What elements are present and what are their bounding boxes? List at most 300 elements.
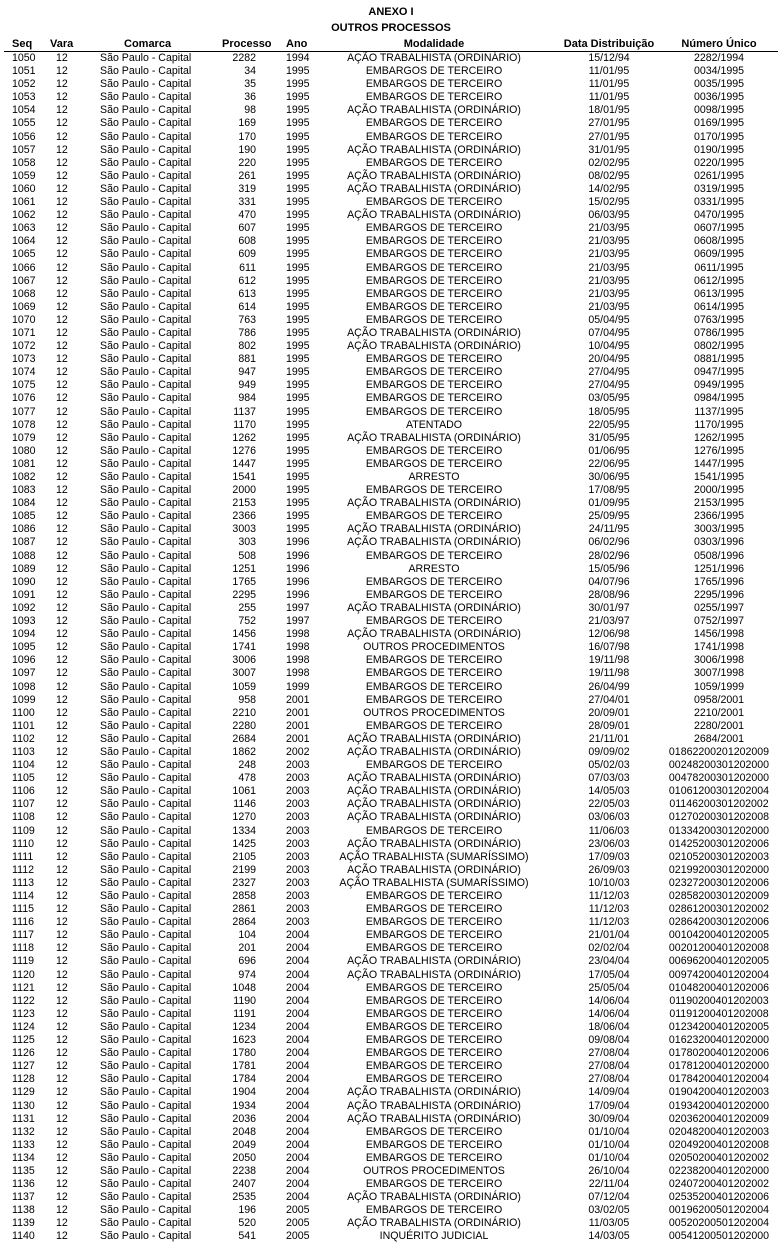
cell-data-distribuicao: 27/04/01 bbox=[588, 693, 630, 706]
cell-processo: 1270 bbox=[232, 811, 256, 824]
cell-modalidade: AÇÃO TRABALHISTA (ORDINÁRIO) bbox=[347, 955, 521, 968]
cell-modalidade: EMBARGOS DE TERCEIRO bbox=[365, 916, 503, 929]
cell-data-distribuicao: 27/08/04 bbox=[588, 1073, 630, 1086]
cell-numero-unico: 02535200401202006 bbox=[668, 1191, 770, 1204]
header-comarca: Comarca bbox=[124, 38, 172, 50]
cell-numero-unico: 01781200401202000 bbox=[668, 1060, 770, 1073]
cell-processo: 1059 bbox=[232, 680, 256, 693]
cell-modalidade: EMBARGOS DE TERCEIRO bbox=[365, 248, 503, 261]
cell-processo: 2282 bbox=[232, 52, 256, 64]
cell-numero-unico: 0881/1995 bbox=[693, 353, 745, 366]
cell-processo: 190 bbox=[238, 143, 256, 156]
cell-numero-unico: 01784200401202004 bbox=[668, 1073, 770, 1086]
cell-vara: 12 bbox=[56, 1099, 68, 1112]
cell-comarca: São Paulo - Capital bbox=[100, 575, 192, 588]
cell-numero-unico: 02407200401202002 bbox=[668, 1178, 770, 1191]
cell-seq: 1113 bbox=[12, 876, 34, 889]
cell-data-distribuicao: 23/06/03 bbox=[588, 837, 630, 850]
cell-ano: 1996 bbox=[286, 562, 310, 575]
cell-modalidade: AÇÃO TRABALHISTA (ORDINÁRIO) bbox=[347, 1112, 521, 1125]
cell-vara: 12 bbox=[56, 811, 68, 824]
cell-numero-unico: 02861200301202002 bbox=[668, 903, 770, 916]
cell-processo: 1170 bbox=[233, 418, 256, 431]
cell-modalidade: AÇÃO TRABALHISTA (ORDINÁRIO) bbox=[347, 1191, 521, 1204]
cell-seq: 1105 bbox=[12, 772, 35, 785]
cell-comarca: São Paulo - Capital bbox=[100, 65, 192, 78]
cell-processo: 696 bbox=[238, 955, 256, 968]
cell-numero-unico: 1059/1999 bbox=[693, 680, 745, 693]
cell-vara: 12 bbox=[56, 1034, 68, 1047]
cell-data-distribuicao: 15/12/94 bbox=[588, 52, 630, 64]
cell-ano: 1995 bbox=[286, 497, 310, 510]
cell-comarca: São Paulo - Capital bbox=[100, 929, 192, 942]
cell-seq: 1112 bbox=[12, 863, 34, 876]
cell-vara: 12 bbox=[56, 222, 68, 235]
cell-ano: 2004 bbox=[286, 1151, 310, 1164]
cell-seq: 1088 bbox=[12, 549, 36, 562]
cell-comarca: São Paulo - Capital bbox=[100, 471, 192, 483]
cell-data-distribuicao: 02/02/04 bbox=[588, 942, 630, 955]
cell-modalidade: AÇÃO TRABALHISTA (ORDINÁRIO) bbox=[347, 536, 521, 549]
cell-comarca: São Paulo - Capital bbox=[100, 1230, 192, 1243]
cell-seq: 1126 bbox=[12, 1047, 35, 1060]
cell-processo: 3006 bbox=[232, 654, 256, 667]
cell-numero-unico: 2366/1995 bbox=[693, 510, 745, 523]
cell-modalidade: AÇÃO TRABALHISTA (ORDINÁRIO) bbox=[347, 523, 521, 536]
cell-vara: 12 bbox=[56, 353, 68, 366]
cell-numero-unico: 02238200401202000 bbox=[668, 1164, 770, 1177]
cell-seq: 1132 bbox=[12, 1125, 35, 1138]
table-row bbox=[4, 746, 778, 759]
cell-processo: 1904 bbox=[232, 1086, 256, 1099]
cell-numero-unico: 0608/1995 bbox=[693, 235, 745, 248]
cell-modalidade: OUTROS PROCEDIMENTOS bbox=[363, 706, 505, 719]
table-row bbox=[4, 131, 778, 144]
cell-modalidade: EMBARGOS DE TERCEIRO bbox=[365, 994, 503, 1007]
cell-ano: 1995 bbox=[286, 196, 310, 209]
cell-numero-unico: 00196200501202004 bbox=[668, 1204, 770, 1217]
cell-numero-unico: 0786/1995 bbox=[693, 326, 745, 339]
cell-vara: 12 bbox=[56, 745, 68, 758]
cell-ano: 2004 bbox=[286, 1034, 310, 1047]
cell-data-distribuicao: 18/06/04 bbox=[588, 1020, 630, 1033]
cell-processo: 2295 bbox=[232, 588, 256, 601]
cell-numero-unico: 01862200201202009 bbox=[668, 745, 770, 758]
cell-processo: 611 bbox=[239, 261, 256, 274]
cell-comarca: São Paulo - Capital bbox=[100, 235, 192, 248]
table-row bbox=[4, 825, 778, 838]
cell-data-distribuicao: 27/04/95 bbox=[588, 366, 630, 379]
cell-vara: 12 bbox=[56, 196, 68, 209]
cell-numero-unico: 01048200401202006 bbox=[668, 981, 770, 994]
cell-processo: 508 bbox=[238, 549, 256, 562]
cell-vara: 12 bbox=[56, 379, 68, 392]
cell-numero-unico: 0220/1995 bbox=[693, 156, 745, 169]
cell-modalidade: EMBARGOS DE TERCEIRO bbox=[365, 1060, 503, 1073]
table-row bbox=[4, 1204, 778, 1217]
cell-processo: 2864 bbox=[232, 916, 256, 929]
table-row bbox=[4, 1191, 778, 1204]
cell-ano: 1995 bbox=[286, 91, 310, 104]
cell-comarca: São Paulo - Capital bbox=[100, 536, 192, 549]
cell-modalidade: EMBARGOS DE TERCEIRO bbox=[365, 1047, 503, 1060]
cell-data-distribuicao: 21/03/95 bbox=[588, 261, 630, 274]
cell-processo: 2861 bbox=[232, 903, 256, 916]
cell-modalidade: EMBARGOS DE TERCEIRO bbox=[365, 196, 503, 209]
cell-comarca: São Paulo - Capital bbox=[100, 837, 192, 850]
cell-processo: 2048 bbox=[232, 1125, 256, 1138]
cell-seq: 1055 bbox=[12, 117, 36, 130]
cell-vara: 12 bbox=[56, 248, 68, 261]
cell-data-distribuicao: 27/04/95 bbox=[588, 379, 630, 392]
cell-comarca: São Paulo - Capital bbox=[100, 916, 192, 929]
cell-vara: 12 bbox=[56, 182, 68, 195]
table-row bbox=[4, 1152, 778, 1165]
cell-ano: 2004 bbox=[286, 942, 310, 955]
cell-seq: 1119 bbox=[12, 955, 34, 968]
cell-data-distribuicao: 21/03/95 bbox=[588, 274, 630, 287]
table-row bbox=[4, 419, 778, 432]
cell-seq: 1117 bbox=[12, 929, 34, 942]
cell-seq: 1070 bbox=[12, 313, 36, 326]
table-row bbox=[4, 117, 778, 130]
cell-ano: 2004 bbox=[286, 1060, 310, 1073]
cell-data-distribuicao: 01/10/04 bbox=[588, 1125, 630, 1138]
table-row bbox=[4, 144, 778, 157]
cell-processo: 2050 bbox=[232, 1151, 256, 1164]
cell-vara: 12 bbox=[56, 562, 68, 575]
cell-vara: 12 bbox=[56, 143, 68, 156]
cell-data-distribuicao: 11/06/03 bbox=[588, 824, 630, 837]
table-row bbox=[4, 903, 778, 916]
cell-modalidade: AÇÃO TRABALHISTA (ORDINÁRIO) bbox=[347, 772, 521, 785]
cell-seq: 1096 bbox=[12, 654, 36, 667]
cell-numero-unico: 0947/1995 bbox=[693, 366, 745, 379]
cell-data-distribuicao: 21/11/01 bbox=[588, 732, 630, 745]
cell-numero-unico: 2295/1996 bbox=[693, 588, 745, 601]
table-row bbox=[4, 275, 778, 288]
cell-vara: 12 bbox=[56, 300, 68, 313]
cell-data-distribuicao: 07/04/95 bbox=[588, 326, 630, 339]
cell-ano: 2004 bbox=[286, 1073, 310, 1086]
table-row bbox=[4, 1021, 778, 1034]
cell-data-distribuicao: 03/06/03 bbox=[588, 811, 630, 824]
cell-modalidade: AÇÃO TRABALHISTA (ORDINÁRIO) bbox=[347, 1086, 521, 1099]
cell-numero-unico: 01191200401202008 bbox=[669, 1007, 769, 1020]
cell-comarca: São Paulo - Capital bbox=[100, 955, 192, 968]
header-numero-unico: Número Único bbox=[681, 38, 757, 50]
cell-numero-unico: 02199200301202000 bbox=[668, 863, 770, 876]
cell-modalidade: EMBARGOS DE TERCEIRO bbox=[365, 719, 503, 732]
cell-data-distribuicao: 18/05/95 bbox=[588, 405, 630, 418]
cell-vara: 12 bbox=[56, 693, 68, 706]
cell-data-distribuicao: 07/12/04 bbox=[588, 1191, 630, 1204]
cell-ano: 2004 bbox=[286, 1138, 310, 1151]
cell-numero-unico: 02858200301202009 bbox=[668, 890, 770, 902]
cell-ano: 1995 bbox=[286, 444, 310, 457]
cell-modalidade: AÇÃO TRABALHISTA (ORDINÁRIO) bbox=[347, 732, 521, 745]
cell-data-distribuicao: 10/10/03 bbox=[588, 876, 630, 889]
cell-ano: 1995 bbox=[286, 169, 310, 182]
cell-processo: 196 bbox=[238, 1204, 256, 1217]
cell-data-distribuicao: 30/01/97 bbox=[588, 601, 630, 614]
cell-numero-unico: 0949/1995 bbox=[693, 379, 745, 392]
cell-vara: 12 bbox=[56, 981, 68, 994]
cell-processo: 2535 bbox=[232, 1191, 256, 1204]
cell-vara: 12 bbox=[56, 1138, 68, 1151]
cell-seq: 1071 bbox=[12, 326, 36, 339]
cell-ano: 1995 bbox=[286, 300, 310, 313]
cell-ano: 1995 bbox=[286, 405, 310, 418]
table-row bbox=[4, 1165, 778, 1178]
cell-modalidade: EMBARGOS DE TERCEIRO bbox=[365, 824, 503, 837]
cell-seq: 1079 bbox=[12, 431, 36, 444]
cell-modalidade: AÇÃO TRABALHISTA (ORDINÁRIO) bbox=[347, 143, 521, 156]
cell-data-distribuicao: 05/04/95 bbox=[588, 313, 630, 326]
cell-comarca: São Paulo - Capital bbox=[100, 667, 192, 680]
cell-seq: 1063 bbox=[12, 222, 36, 235]
cell-modalidade: EMBARGOS DE TERCEIRO bbox=[365, 981, 503, 994]
cell-comarca: São Paulo - Capital bbox=[100, 326, 192, 339]
cell-comarca: São Paulo - Capital bbox=[100, 353, 192, 366]
table-row bbox=[4, 445, 778, 458]
cell-data-distribuicao: 11/03/05 bbox=[588, 1217, 630, 1230]
cell-modalidade: EMBARGOS DE TERCEIRO bbox=[365, 510, 503, 523]
cell-data-distribuicao: 06/03/95 bbox=[588, 209, 630, 222]
cell-data-distribuicao: 21/03/95 bbox=[588, 287, 630, 300]
cell-ano: 1995 bbox=[286, 457, 310, 470]
header-processo: Processo bbox=[222, 38, 272, 50]
cell-modalidade: EMBARGOS DE TERCEIRO bbox=[365, 929, 503, 942]
table-row bbox=[4, 1113, 778, 1126]
table-row bbox=[4, 314, 778, 327]
cell-seq: 1078 bbox=[12, 418, 36, 431]
cell-processo: 98 bbox=[244, 104, 256, 117]
table-row bbox=[4, 1060, 778, 1073]
cell-seq: 1122 bbox=[12, 994, 35, 1007]
table-row bbox=[4, 798, 778, 811]
cell-numero-unico: 0612/1995 bbox=[693, 274, 745, 287]
cell-processo: 1780 bbox=[232, 1047, 256, 1060]
cell-data-distribuicao: 14/03/05 bbox=[588, 1230, 630, 1243]
cell-comarca: São Paulo - Capital bbox=[100, 693, 192, 706]
cell-comarca: São Paulo - Capital bbox=[100, 719, 192, 732]
cell-comarca: São Paulo - Capital bbox=[100, 1178, 192, 1191]
cell-seq: 1091 bbox=[12, 588, 36, 601]
cell-comarca: São Paulo - Capital bbox=[100, 313, 192, 326]
cell-modalidade: EMBARGOS DE TERCEIRO bbox=[365, 680, 503, 693]
cell-processo: 984 bbox=[238, 392, 256, 405]
cell-seq: 1061 bbox=[12, 196, 36, 209]
cell-data-distribuicao: 11/12/03 bbox=[588, 916, 630, 929]
cell-vara: 12 bbox=[56, 392, 68, 405]
cell-ano: 1995 bbox=[286, 418, 310, 431]
cell-comarca: São Paulo - Capital bbox=[100, 601, 192, 614]
cell-data-distribuicao: 21/03/95 bbox=[588, 222, 630, 235]
cell-modalidade: EMBARGOS DE TERCEIRO bbox=[365, 654, 503, 667]
cell-comarca: São Paulo - Capital bbox=[100, 785, 192, 798]
cell-seq: 1059 bbox=[12, 169, 36, 182]
table-row bbox=[4, 589, 778, 602]
cell-modalidade: EMBARGOS DE TERCEIRO bbox=[365, 405, 503, 418]
cell-numero-unico: 0984/1995 bbox=[693, 392, 745, 405]
cell-data-distribuicao: 01/06/95 bbox=[588, 444, 630, 457]
cell-vara: 12 bbox=[56, 156, 68, 169]
table-row bbox=[4, 183, 778, 196]
cell-ano: 2004 bbox=[286, 1164, 310, 1177]
cell-modalidade: EMBARGOS DE TERCEIRO bbox=[365, 588, 503, 601]
cell-comarca: São Paulo - Capital bbox=[100, 222, 192, 235]
cell-ano: 2005 bbox=[286, 1230, 310, 1243]
cell-data-distribuicao: 20/09/01 bbox=[588, 706, 630, 719]
cell-processo: 2153 bbox=[232, 497, 256, 510]
cell-processo: 1934 bbox=[232, 1099, 256, 1112]
table-row bbox=[4, 641, 778, 654]
cell-comarca: São Paulo - Capital bbox=[100, 615, 192, 628]
cell-vara: 12 bbox=[56, 850, 68, 863]
cell-ano: 1996 bbox=[286, 588, 310, 601]
cell-comarca: São Paulo - Capital bbox=[100, 1007, 192, 1020]
cell-processo: 881 bbox=[238, 353, 256, 366]
table-row bbox=[4, 654, 778, 667]
cell-ano: 1995 bbox=[286, 392, 310, 405]
cell-modalidade: EMBARGOS DE TERCEIRO bbox=[365, 1204, 503, 1217]
annex-subtitle: OUTROS PROCESSOS bbox=[331, 22, 451, 34]
cell-modalidade: AÇÃO TRABALHISTA (ORDINÁRIO) bbox=[347, 340, 521, 353]
cell-data-distribuicao: 26/10/04 bbox=[588, 1164, 630, 1177]
cell-numero-unico: 0763/1995 bbox=[693, 313, 745, 326]
table-row bbox=[4, 484, 778, 497]
cell-data-distribuicao: 04/07/96 bbox=[588, 575, 630, 588]
cell-seq: 1115 bbox=[12, 903, 34, 916]
cell-numero-unico: 2153/1995 bbox=[693, 497, 745, 510]
cell-ano: 1996 bbox=[286, 536, 310, 549]
table-row bbox=[4, 366, 778, 379]
cell-processo: 1262 bbox=[232, 431, 256, 444]
cell-vara: 12 bbox=[56, 1191, 68, 1204]
cell-processo: 752 bbox=[238, 615, 256, 628]
table-row bbox=[4, 458, 778, 471]
table-row bbox=[4, 667, 778, 680]
cell-data-distribuicao: 11/12/03 bbox=[588, 903, 630, 916]
cell-processo: 958 bbox=[238, 693, 256, 706]
cell-processo: 2105 bbox=[232, 850, 256, 863]
cell-processo: 255 bbox=[238, 601, 256, 614]
cell-numero-unico: 0098/1995 bbox=[693, 104, 745, 117]
table-row bbox=[4, 929, 778, 942]
cell-numero-unico: 0802/1995 bbox=[693, 340, 745, 353]
cell-modalidade: EMBARGOS DE TERCEIRO bbox=[365, 549, 503, 562]
cell-vara: 12 bbox=[56, 588, 68, 601]
cell-ano: 1995 bbox=[286, 235, 310, 248]
cell-seq: 1062 bbox=[12, 209, 36, 222]
cell-numero-unico: 3003/1995 bbox=[693, 523, 745, 536]
cell-ano: 1994 bbox=[286, 52, 310, 64]
cell-data-distribuicao: 11/01/95 bbox=[588, 91, 630, 104]
cell-ano: 1995 bbox=[286, 510, 310, 523]
cell-seq: 1072 bbox=[12, 340, 36, 353]
table-row bbox=[4, 1217, 778, 1230]
cell-data-distribuicao: 21/03/95 bbox=[588, 300, 630, 313]
cell-data-distribuicao: 22/11/04 bbox=[588, 1178, 630, 1191]
cell-numero-unico: 00974200401202004 bbox=[668, 968, 770, 981]
cell-ano: 2004 bbox=[286, 1191, 310, 1204]
cell-numero-unico: 0614/1995 bbox=[693, 300, 745, 313]
cell-numero-unico: 1765/1996 bbox=[693, 575, 745, 588]
table-row bbox=[4, 694, 778, 707]
cell-modalidade: EMBARGOS DE TERCEIRO bbox=[365, 903, 503, 916]
cell-processo: 613 bbox=[238, 287, 256, 300]
cell-vara: 12 bbox=[56, 313, 68, 326]
cell-ano: 2001 bbox=[286, 719, 310, 732]
cell-seq: 1102 bbox=[12, 732, 35, 745]
cell-modalidade: EMBARGOS DE TERCEIRO bbox=[365, 890, 503, 902]
cell-seq: 1136 bbox=[12, 1178, 35, 1191]
cell-data-distribuicao: 27/01/95 bbox=[588, 117, 630, 130]
cell-comarca: São Paulo - Capital bbox=[100, 444, 192, 457]
cell-vara: 12 bbox=[56, 536, 68, 549]
table-row bbox=[4, 1126, 778, 1139]
cell-numero-unico: 0190/1995 bbox=[693, 143, 745, 156]
cell-ano: 1995 bbox=[286, 326, 310, 339]
cell-vara: 12 bbox=[56, 1164, 68, 1177]
cell-ano: 1998 bbox=[286, 628, 310, 641]
cell-numero-unico: 0319/1995 bbox=[693, 182, 745, 195]
cell-modalidade: EMBARGOS DE TERCEIRO bbox=[365, 1073, 503, 1086]
cell-numero-unico: 0752/1997 bbox=[693, 615, 745, 628]
cell-ano: 2003 bbox=[286, 863, 310, 876]
cell-comarca: São Paulo - Capital bbox=[100, 1047, 192, 1060]
cell-ano: 2003 bbox=[286, 798, 310, 811]
cell-comarca: São Paulo - Capital bbox=[100, 811, 192, 824]
cell-seq: 1060 bbox=[12, 182, 36, 195]
cell-numero-unico: 02048200401202003 bbox=[668, 1125, 770, 1138]
cell-numero-unico: 2210/2001 bbox=[693, 706, 745, 719]
cell-ano: 1995 bbox=[286, 78, 310, 91]
cell-numero-unico: 0303/1996 bbox=[693, 536, 745, 549]
cell-numero-unico: 0470/1995 bbox=[693, 209, 745, 222]
cell-seq: 1081 bbox=[12, 457, 36, 470]
cell-numero-unico: 01904200401202003 bbox=[668, 1086, 770, 1099]
cell-ano: 1997 bbox=[286, 615, 310, 628]
cell-data-distribuicao: 14/06/04 bbox=[588, 1007, 630, 1020]
table-row bbox=[4, 235, 778, 248]
header-data-distribuicao: Data Distribuição bbox=[563, 38, 655, 50]
cell-comarca: São Paulo - Capital bbox=[100, 654, 192, 667]
cell-vara: 12 bbox=[56, 549, 68, 562]
cell-modalidade: EMBARGOS DE TERCEIRO bbox=[365, 287, 503, 300]
cell-vara: 12 bbox=[56, 510, 68, 523]
cell-seq: 1094 bbox=[12, 628, 36, 641]
cell-ano: 1998 bbox=[286, 667, 310, 680]
cell-seq: 1120 bbox=[12, 968, 35, 981]
cell-modalidade: EMBARGOS DE TERCEIRO bbox=[365, 65, 503, 78]
cell-ano: 2004 bbox=[286, 968, 310, 981]
table-header bbox=[4, 38, 778, 52]
cell-numero-unico: 3006/1998 bbox=[693, 654, 745, 667]
cell-processo: 949 bbox=[238, 379, 256, 392]
cell-ano: 1998 bbox=[286, 641, 310, 654]
cell-processo: 614 bbox=[238, 300, 256, 313]
cell-seq: 1077 bbox=[12, 405, 36, 418]
cell-ano: 1995 bbox=[286, 248, 310, 261]
cell-processo: 974 bbox=[238, 968, 256, 981]
cell-seq: 1090 bbox=[12, 575, 36, 588]
cell-vara: 12 bbox=[56, 641, 68, 654]
cell-comarca: São Paulo - Capital bbox=[100, 1204, 192, 1217]
cell-data-distribuicao: 14/02/95 bbox=[588, 182, 630, 195]
cell-ano: 2001 bbox=[286, 732, 310, 745]
